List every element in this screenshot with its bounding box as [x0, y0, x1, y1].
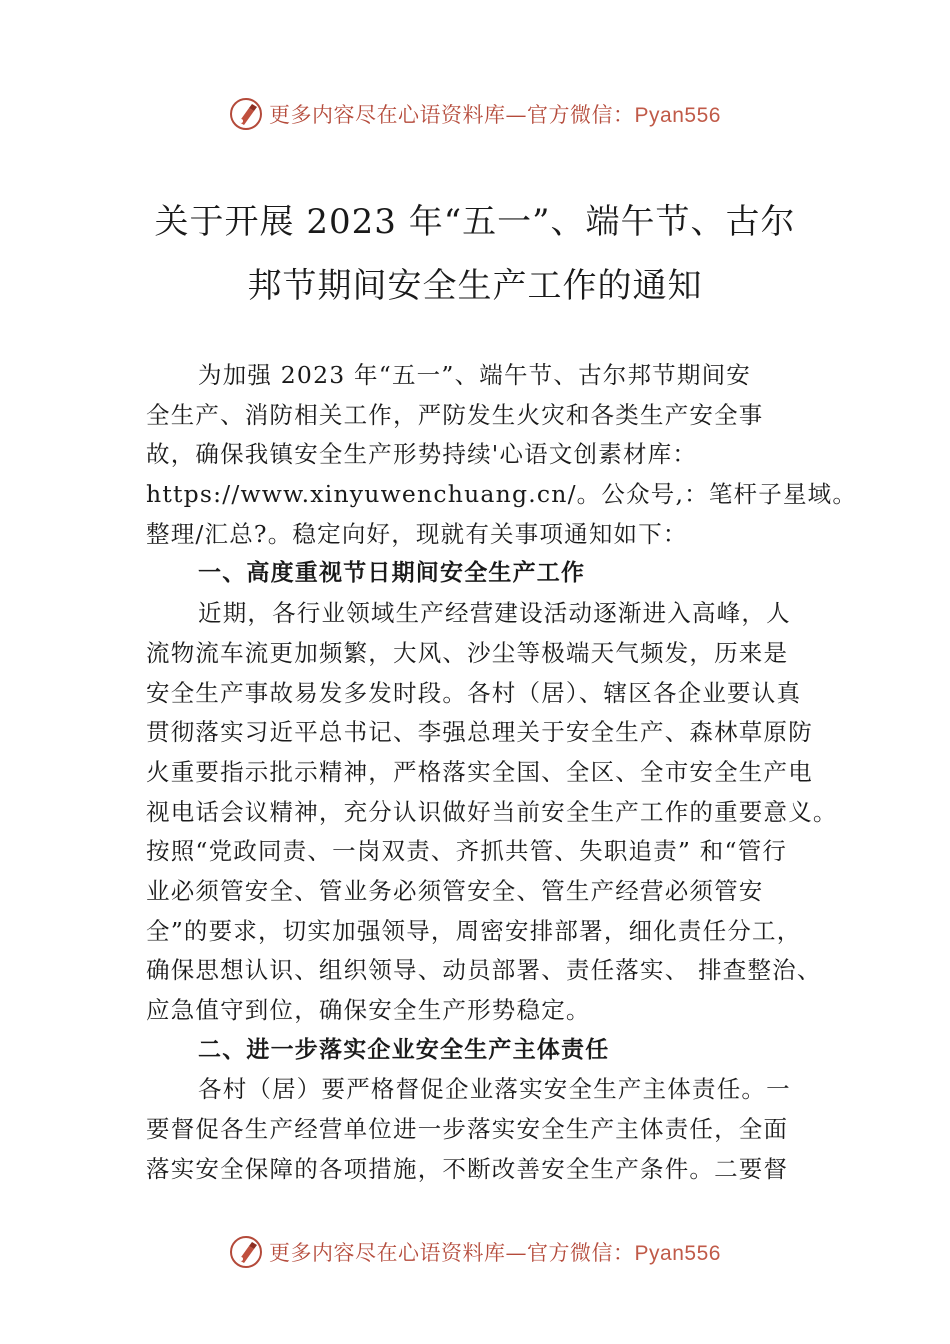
- paragraph-section-1: [146, 594, 838, 1031]
- text-line: https://www.xinyuwenchuang.cn/。公众号,：笔杆子星域。: [146, 480, 858, 509]
- text-line: 流物流车流更加频繁，大风、沙尘等极端天气频发，历来是: [146, 638, 789, 667]
- document-title-line-2: 邦节期间安全生产工作的通知: [247, 266, 703, 306]
- pen-nib-logo-icon: [229, 1235, 263, 1269]
- text-line: 全”的要求，切实加强领导，周密安排部署，细化责任分工，: [146, 916, 802, 945]
- text-line: 贯彻落实习近平总书记、李强总理关于安全生产、森林草原防: [146, 718, 813, 747]
- footer-banner: [0, 1232, 950, 1272]
- banner-text: [269, 1237, 721, 1267]
- text-line: 按照“党政同责、一岗双责、齐抓共管、失职追责” 和“管行: [146, 837, 788, 866]
- text-line: 应急值守到位，确保安全生产形势稳定。: [146, 996, 591, 1024]
- banner-wechat-id: Pyan556: [634, 104, 721, 127]
- banner-promo-text: 更多内容尽在心语资料库—官方微信：: [269, 103, 635, 127]
- text-line: 近期，各行业领域生产经营建设活动逐渐进入高峰，人: [198, 599, 791, 628]
- text-line: 要督促各生产经营单位进一步落实安全生产主体责任，全面: [146, 1115, 789, 1144]
- paragraph-intro: [146, 356, 858, 554]
- text-line: 业必须管安全、管业务必须管安全、管生产经营必须管安: [146, 876, 764, 905]
- text-line: 整理/汇总?。稳定向好，现就有关事项通知如下：: [146, 519, 688, 548]
- text-line: 全生产、消防相关工作，严防发生火灾和各类生产安全事: [146, 400, 764, 429]
- section-heading-2: 二、进一步落实企业安全生产主体责任: [198, 1036, 610, 1063]
- paragraph-section-2: [146, 1070, 826, 1189]
- text-line: 视电话会议精神，充分认识做好当前安全生产工作的重要意义。: [146, 797, 838, 826]
- text-line: 为加强 2023 年“五一”、端午节、古尔邦节期间安: [198, 361, 751, 389]
- document-title-line-1: 关于开展 2023 年“五一”、端午节、古尔: [154, 202, 796, 242]
- section-heading-1: 一、高度重视节日期间安全生产工作: [198, 560, 586, 587]
- text-line: 确保思想认识、组织领导、动员部署、责任落实、 排查整治、: [146, 956, 822, 985]
- banner-text: [269, 99, 721, 129]
- banner-wechat-id: Pyan556: [634, 1242, 721, 1265]
- text-line: 故，确保我镇安全生产形势持续'心语文创素材库：: [146, 440, 698, 469]
- text-line: 安全生产事故易发多发时段。各村（居）、辖区各企业要认真: [146, 678, 802, 707]
- pen-nib-logo-icon: [229, 97, 263, 131]
- text-line: 各村（居）要严格督促企业落实安全生产主体责任。一: [198, 1075, 791, 1104]
- banner-promo-text: 更多内容尽在心语资料库—官方微信：: [269, 1241, 635, 1265]
- text-line: 落实安全保障的各项措施，不断改善安全生产条件。二要督: [146, 1154, 789, 1183]
- document-body: [146, 356, 858, 1189]
- header-banner: [0, 94, 950, 134]
- text-line: 火重要指示批示精神，严格落实全国、全区、全市安全生产电: [146, 757, 813, 786]
